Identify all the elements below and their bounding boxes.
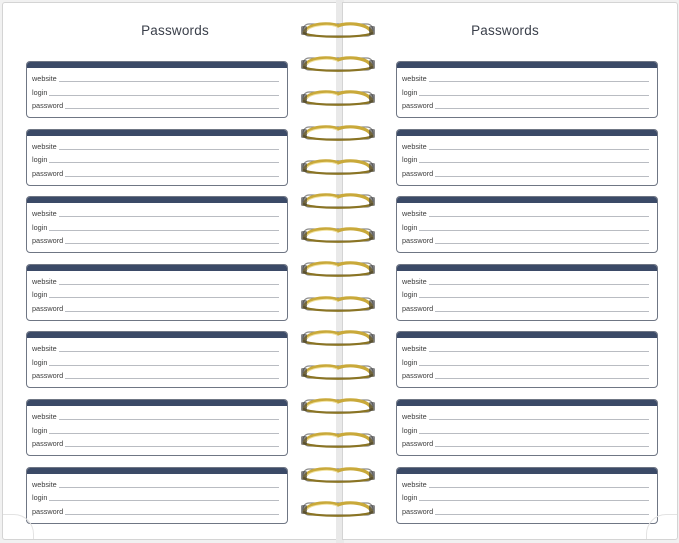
- password-label: password: [402, 371, 434, 381]
- password-field[interactable]: [402, 166, 649, 179]
- login-label: login: [402, 87, 418, 97]
- password-label: password: [32, 168, 64, 178]
- login-label: login: [32, 87, 48, 97]
- login-field[interactable]: [402, 490, 649, 503]
- password-entry-card: [26, 196, 288, 253]
- login-writing-line: [402, 230, 649, 231]
- password-field[interactable]: [32, 368, 279, 381]
- password-label: password: [402, 303, 434, 313]
- entry-header-bar: [397, 332, 657, 338]
- login-writing-line: [32, 162, 279, 163]
- spiral-ring-icon: [300, 191, 376, 211]
- website-label: website: [32, 412, 57, 421]
- website-label: website: [402, 344, 427, 354]
- website-field[interactable]: [402, 341, 649, 354]
- login-label: login: [402, 222, 418, 232]
- password-label: password: [32, 101, 64, 110]
- website-label: website: [402, 479, 427, 489]
- login-writing-line: [402, 500, 649, 501]
- login-field[interactable]: [402, 355, 649, 368]
- password-entry-card: [396, 61, 658, 118]
- login-label: login: [402, 155, 418, 165]
- login-writing-line: [32, 297, 279, 298]
- login-writing-line: [402, 433, 649, 434]
- right-page: [342, 2, 678, 540]
- login-writing-line: [32, 365, 279, 366]
- website-writing-line: [402, 149, 649, 150]
- website-writing-line: [32, 487, 279, 488]
- website-label: website: [402, 74, 427, 83]
- login-field[interactable]: [402, 423, 649, 436]
- website-field[interactable]: [402, 71, 649, 84]
- entry-header-bar: [27, 400, 287, 406]
- password-label: password: [402, 236, 434, 246]
- password-label: password: [402, 101, 434, 110]
- website-writing-line: [32, 216, 279, 217]
- login-label: login: [32, 425, 48, 435]
- website-label: website: [32, 479, 57, 489]
- login-writing-line: [402, 95, 649, 96]
- password-field[interactable]: [32, 504, 279, 517]
- password-label: password: [402, 506, 434, 516]
- password-entry-card: [396, 264, 658, 321]
- website-writing-line: [32, 81, 279, 82]
- entry-header-bar: [397, 400, 657, 406]
- login-field[interactable]: [402, 85, 649, 98]
- password-entry-card: [396, 196, 658, 253]
- spiral-ring-icon: [300, 430, 376, 450]
- website-writing-line: [402, 419, 649, 420]
- page-title: Passwords: [141, 23, 209, 38]
- website-writing-line: [32, 284, 279, 285]
- login-writing-line: [32, 230, 279, 231]
- password-writing-line: [32, 311, 279, 312]
- password-entry-card: [26, 61, 288, 118]
- password-label: password: [402, 439, 434, 448]
- password-entry-card: [26, 129, 288, 186]
- password-entry-card: [396, 467, 658, 524]
- password-writing-line: [402, 514, 649, 515]
- password-label: password: [402, 168, 434, 178]
- spiral-ring-icon: [300, 54, 376, 74]
- password-entry-card: [26, 467, 288, 524]
- website-writing-line: [402, 351, 649, 352]
- website-field[interactable]: [32, 409, 279, 422]
- login-field[interactable]: [32, 85, 279, 98]
- login-field[interactable]: [402, 220, 649, 233]
- login-field[interactable]: [32, 287, 279, 300]
- entry-header-bar: [27, 332, 287, 338]
- password-writing-line: [32, 243, 279, 244]
- entry-header-bar: [27, 468, 287, 474]
- entry-header-bar: [397, 265, 657, 271]
- website-writing-line: [32, 419, 279, 420]
- password-field[interactable]: [32, 301, 279, 314]
- spiral-ring-icon: [300, 362, 376, 382]
- website-label: website: [32, 209, 57, 219]
- spiral-ring-icon: [300, 499, 376, 519]
- password-entry-card: [396, 331, 658, 388]
- password-label: password: [32, 439, 64, 448]
- spiral-ring-icon: [300, 465, 376, 485]
- password-writing-line: [402, 176, 649, 177]
- password-writing-line: [32, 108, 279, 109]
- website-writing-line: [402, 81, 649, 82]
- website-field[interactable]: [402, 477, 649, 490]
- login-writing-line: [402, 162, 649, 163]
- password-field[interactable]: [32, 166, 279, 179]
- entry-header-bar: [397, 62, 657, 68]
- spiral-ring-icon: [300, 328, 376, 348]
- password-writing-line: [402, 108, 649, 109]
- password-entry-card: [26, 399, 288, 456]
- page-title: Passwords: [471, 23, 539, 38]
- website-field[interactable]: [402, 409, 649, 422]
- website-label: website: [402, 412, 427, 421]
- password-label: password: [32, 303, 64, 313]
- password-field[interactable]: [402, 436, 649, 449]
- password-field[interactable]: [402, 504, 649, 517]
- spiral-ring-icon: [300, 225, 376, 245]
- login-label: login: [402, 425, 418, 435]
- website-field[interactable]: [32, 341, 279, 354]
- login-label: login: [32, 493, 48, 503]
- spiral-ring-icon: [300, 294, 376, 314]
- entry-header-bar: [397, 197, 657, 203]
- website-label: website: [32, 141, 57, 151]
- password-entry-card: [26, 331, 288, 388]
- login-label: login: [32, 357, 48, 367]
- website-label: website: [32, 276, 57, 286]
- password-writing-line: [402, 311, 649, 312]
- password-writing-line: [32, 176, 279, 177]
- password-field[interactable]: [32, 436, 279, 449]
- login-field[interactable]: [402, 287, 649, 300]
- password-writing-line: [402, 446, 649, 447]
- website-label: website: [402, 276, 427, 286]
- login-label: login: [402, 290, 418, 300]
- password-writing-line: [402, 243, 649, 244]
- spiral-ring-icon: [300, 123, 376, 143]
- login-label: login: [32, 290, 48, 300]
- entry-header-bar: [397, 468, 657, 474]
- website-field[interactable]: [32, 274, 279, 287]
- password-label: password: [32, 506, 64, 516]
- password-entry-card: [396, 399, 658, 456]
- password-writing-line: [32, 446, 279, 447]
- password-field[interactable]: [402, 301, 649, 314]
- login-label: login: [402, 357, 418, 367]
- login-writing-line: [32, 95, 279, 96]
- password-entry-card: [26, 264, 288, 321]
- website-writing-line: [402, 216, 649, 217]
- website-writing-line: [402, 487, 649, 488]
- password-writing-line: [32, 514, 279, 515]
- entry-header-bar: [27, 130, 287, 136]
- login-field[interactable]: [32, 355, 279, 368]
- left-page: [2, 2, 338, 540]
- login-writing-line: [32, 433, 279, 434]
- website-field[interactable]: [32, 71, 279, 84]
- password-field[interactable]: [402, 368, 649, 381]
- login-writing-line: [32, 500, 279, 501]
- website-field[interactable]: [402, 274, 649, 287]
- password-field[interactable]: [402, 233, 649, 246]
- login-field[interactable]: [32, 220, 279, 233]
- login-field[interactable]: [402, 152, 649, 165]
- website-field[interactable]: [402, 206, 649, 219]
- password-writing-line: [32, 378, 279, 379]
- password-field[interactable]: [32, 98, 279, 111]
- spiral-ring-icon: [300, 259, 376, 279]
- password-field[interactable]: [32, 233, 279, 246]
- entry-header-bar: [27, 62, 287, 68]
- password-label: password: [32, 236, 64, 246]
- website-label: website: [402, 141, 427, 151]
- login-writing-line: [402, 297, 649, 298]
- login-field[interactable]: [32, 490, 279, 503]
- login-label: login: [32, 222, 48, 232]
- login-field[interactable]: [32, 152, 279, 165]
- password-writing-line: [402, 378, 649, 379]
- login-field[interactable]: [32, 423, 279, 436]
- website-field[interactable]: [32, 139, 279, 152]
- entry-header-bar: [27, 265, 287, 271]
- website-writing-line: [32, 149, 279, 150]
- login-writing-line: [402, 365, 649, 366]
- website-field[interactable]: [32, 206, 279, 219]
- website-label: website: [402, 209, 427, 219]
- website-writing-line: [402, 284, 649, 285]
- login-label: login: [402, 493, 418, 503]
- entry-header-bar: [397, 130, 657, 136]
- website-label: website: [32, 344, 57, 354]
- website-label: website: [32, 74, 57, 83]
- login-label: login: [32, 155, 48, 165]
- password-entry-card: [396, 129, 658, 186]
- password-label: password: [32, 371, 64, 381]
- website-field[interactable]: [402, 139, 649, 152]
- entry-header-bar: [27, 197, 287, 203]
- website-field[interactable]: [32, 477, 279, 490]
- spiral-ring-icon: [300, 396, 376, 416]
- password-field[interactable]: [402, 98, 649, 111]
- spiral-ring-icon: [300, 88, 376, 108]
- website-writing-line: [32, 351, 279, 352]
- spiral-ring-icon: [300, 20, 376, 40]
- spiral-ring-icon: [300, 157, 376, 177]
